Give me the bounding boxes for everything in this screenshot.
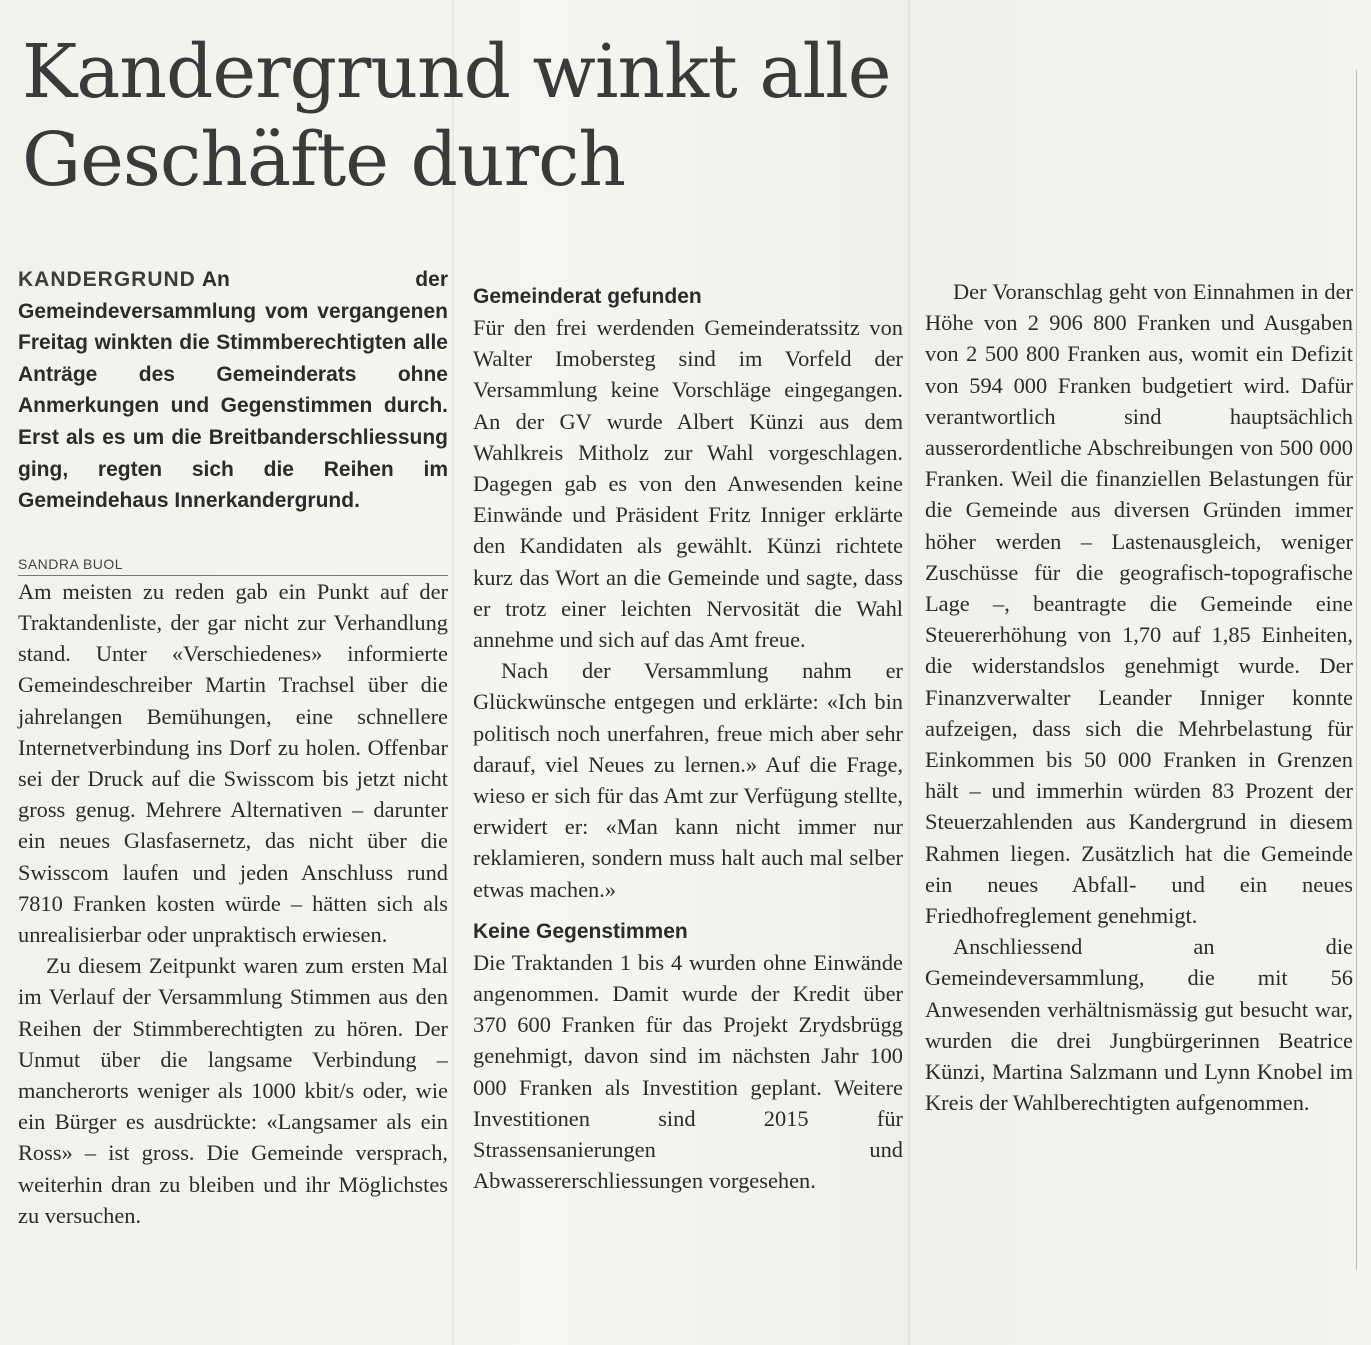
article-lead — [18, 264, 448, 517]
lead-text: An der Gemeindeversammlung vom vergangenen Freitag winkten die Stimmberechtigten alle Anträge des Gemeinderats ohne Anmerkungen und Gegenstimmen durch. Erst als es um die Breitbanderschliessung ging, regten sich die Reihen im Gemeindehaus Innerkandergrund. — [18, 268, 448, 513]
headline-line-1: Kandergrund winkt alle — [22, 29, 891, 115]
paragraph: Zu diesem Zeitpunkt waren zum ersten Mal im Verlauf der Versammlung Stimmen aus den Reihen der Stimmberechtigten zu hören. Der Unmut über die langsame Verbindung – mancherorts weniger als 1000 kbit/s oder, wie ein Bürger es ausdrückte: «Langsamer als ein Ross» – ist gross. Die Gemeinde versprach, weiterhin dran zu bleiben und ihr Möglichstes zu versuchen. — [18, 953, 448, 1228]
subheading: Keine Gegenstimmen — [473, 919, 688, 943]
article-column-3 — [925, 276, 1353, 1118]
headline-line-2: Geschäfte durch — [22, 117, 626, 203]
dateline-place: KANDERGRUND — [18, 268, 196, 291]
paragraph: Anschliessend an die Gemeindeversammlung, die mit 56 Anwesenden verhältnismässig gut besucht war, wurden die drei Jungbürgerinnen Beatrice Künzi, Martina Salzmann und Lynn Knobel im Kreis der Wahlberechtigten aufgenommen. — [925, 934, 1353, 1116]
paper-fold — [908, 0, 910, 1345]
paragraph: Die Traktanden 1 bis 4 wurden ohne Einwände angenommen. Damit wurde der Kredit über 370 600 Franken für das Projekt Zrydsbrügg genehmigt, davon sind im nächsten Jahr 100 000 Franken als Investition geplant. Weitere Investitionen sind 2015 für Strassensanierungen und Abwassererschliessungen vorgesehen. — [473, 949, 903, 1194]
article-column-1 — [18, 264, 448, 1231]
paragraph: Am meisten zu reden gab ein Punkt auf der Traktandenliste, der gar nicht zur Verhandlung stand. Unter «Verschiedenes» informierte Gemeindeschreiber Martin Trachsel über die jahrelangen Bemühungen, eine schnellere Internetverbindung ins Dorf zu holen. Offenbar sei der Druck auf die Swisscom bis jetzt nicht gross genug. Mehrere Alternativen – darunter ein neues Glasfasernetz, das nicht über die Swisscom laufen und jeden Anschluss rund 7810 Franken kosten würde – hätten sich als unrealisierbar oder unpraktisch erwiesen. — [18, 578, 448, 947]
article-headline — [22, 28, 891, 204]
subheading: Gemeinderat gefunden — [473, 285, 702, 308]
column-rule — [1356, 70, 1357, 1270]
paragraph: Nach der Versammlung nahm er Glückwünsche entgegen und erklärte: «Ich bin politisch noch unerfahren, freue mich aber sehr darauf, viel Neues zu lernen.» Auf die Frage, wieso er sich für das Amt zur Verfügung stellte, erwidert er: «Man kann nicht immer nur reklamieren, sondern muss halt auch mal selber etwas machen.» — [473, 658, 903, 902]
article-column-2 — [473, 270, 903, 1196]
paragraph: Der Voranschlag geht von Einnahmen in der Höhe von 2 906 800 Franken und Ausgaben von 2 500 800 Franken aus, womit ein Defizit von 594 000 Franken budgetiert wird. Dafür verantwortlich sind hauptsächlich ausserordentliche Abschreibungen von 500 000 Franken. Weil die finanziellen Belastungen für die Gemeinde aus diversen Gründen immer höher werden – Lastenausgleich, weniger Zuschüsse für die geografisch-topografische Lage –, beantragte die Gemeinde eine Steuererhöhung von 1,70 auf 1,85 Einheiten, die widerstandslos genehmigt wurde. Der Finanzverwalter Leander Inniger konnte aufzeigen, dass sich die Mehrbelastung für Einkommen bis 50 000 Franken in Grenzen hält – und immerhin würden 83 Prozent der Steuerzahlenden aus Kandergrund in diesem Rahmen liegen. Zusätzlich hat die Gemeinde ein neues Abfall- und ein neues Friedhofreglement genehmigt. — [925, 279, 1353, 929]
author-byline: SANDRA BUOL — [18, 555, 448, 576]
paragraph: Für den frei werdenden Gemeinderatssitz von Walter Imobersteg sind im Vorfeld der Versammlung keine Vorschläge eingegangen. An der GV wurde Albert Künzi aus dem Wahlkreis Mitholz zur Wahl vorgeschlagen. Dagegen gab es von den Anwesenden keine Einwände und Präsident Fritz Inniger erklärte den Kandidaten als gewählt. Künzi richtete kurz das Wort an die Gemeinde und sagte, dass er trotz einer leichten Nervosität die Wahl annehme und sich auf das Amt freue. — [473, 315, 903, 653]
